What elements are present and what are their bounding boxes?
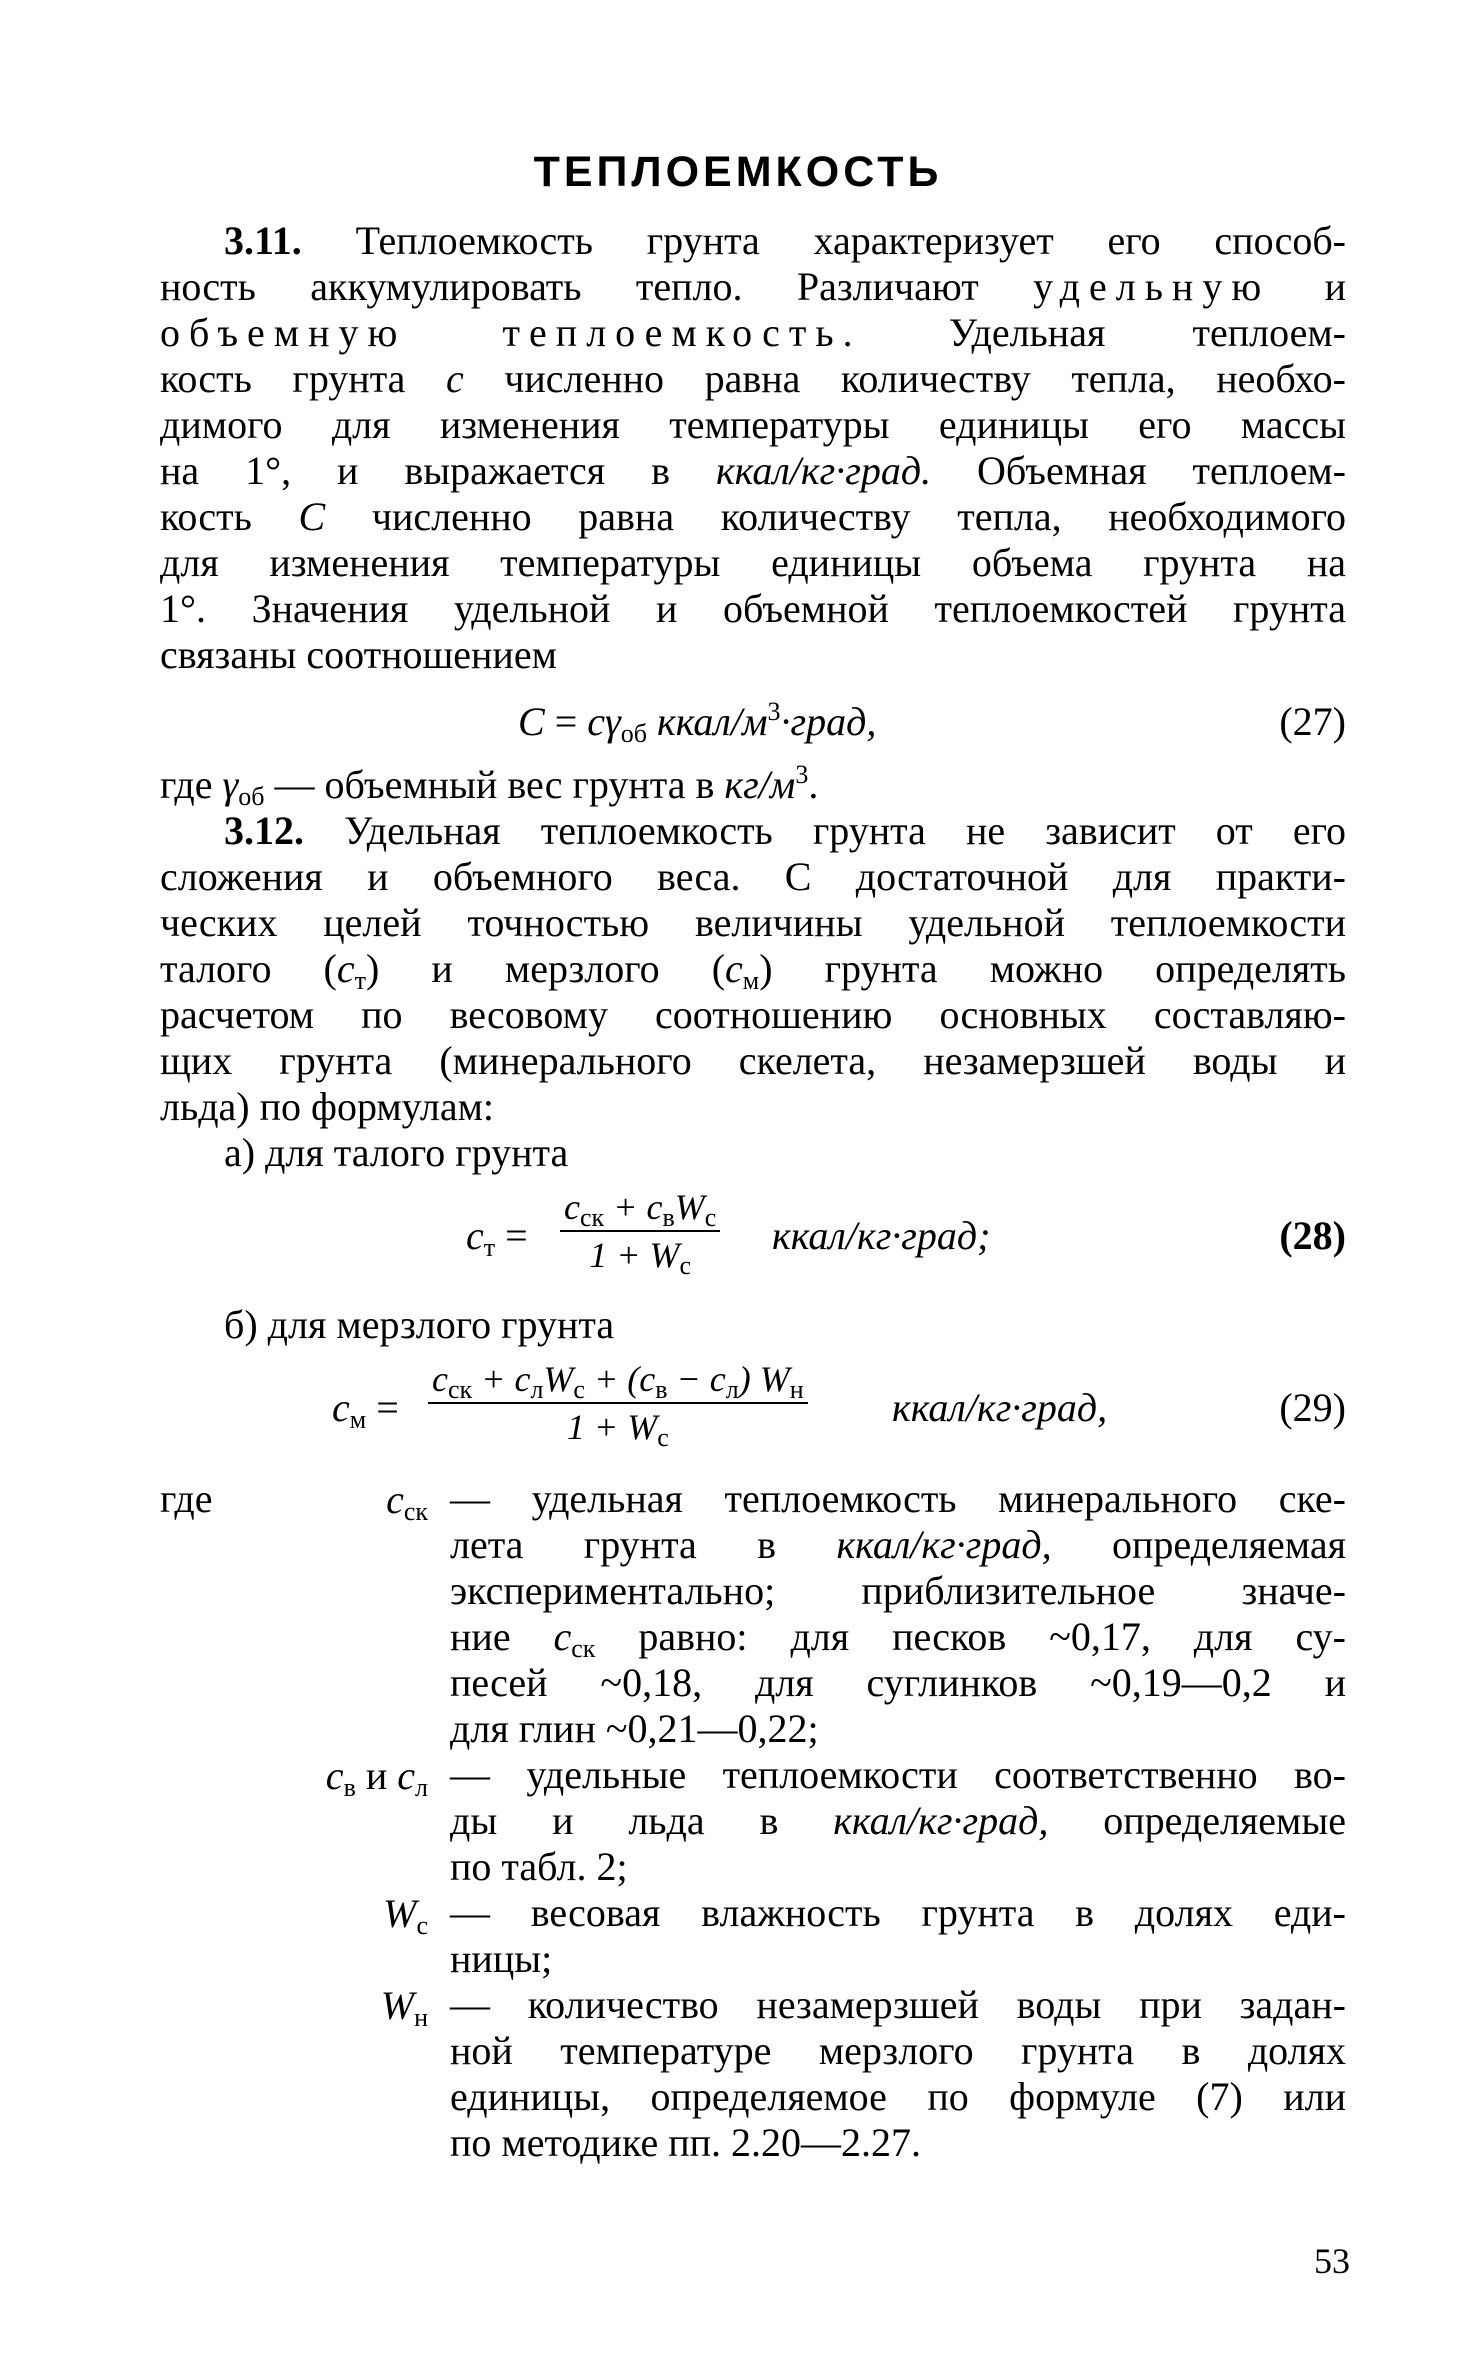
text-span: . <box>808 762 819 807</box>
text-span: ние <box>450 1614 554 1659</box>
text-span: ) грунта можно определять <box>759 946 1347 991</box>
math-symbol: с <box>336 946 355 991</box>
text-span: равно: для песков ~0,17, для су- <box>595 1614 1346 1659</box>
definition-c-sk-line-4 <box>450 1614 1346 1663</box>
units: ккал/кг·град, <box>833 1798 1049 1843</box>
text-span: Удельная теплоемкость грунта не зависит от его <box>344 808 1347 853</box>
paragraph-3-11-line-2 <box>160 264 1346 310</box>
definition-c-sk-line-5: песей ~0,18, для суглинков ~0,19—0,2 и <box>450 1660 1346 1705</box>
math-symbol: с <box>445 356 464 401</box>
definition-c-v-line-1: — удельные теплоемкости соответственно во- <box>450 1752 1346 1797</box>
math-symbol: c <box>325 1753 344 1798</box>
superscript: 3 <box>767 697 781 726</box>
math-symbol: ) W <box>738 1359 790 1399</box>
math-symbol: С <box>298 494 326 539</box>
text-span: кость <box>160 494 299 539</box>
paragraph-3-11-line-5: димого для изменения температуры единицы его массы <box>160 402 1346 447</box>
definition-w-n-line-3: единицы, определяемое по формуле (7) или <box>450 2074 1346 2119</box>
subscript: т <box>354 966 366 995</box>
equation-number-27: (27) <box>1279 699 1346 744</box>
math-symbol: W <box>380 1983 415 2028</box>
math-symbol: c <box>466 1213 484 1258</box>
equation-29-lhs: $c_м$ = <box>332 1385 399 1434</box>
text-span: численно равна количеству тепла, необхо- <box>463 356 1346 401</box>
subscript: об <box>238 782 265 811</box>
subscript: т <box>483 1233 496 1262</box>
spaced-term: удельную <box>1033 264 1271 309</box>
definition-w-c-line-1: — весовая влажность грунта в долях еди- <box>450 1890 1346 1935</box>
math-symbol: 1 + W <box>566 1407 658 1447</box>
fraction-numerator <box>560 1186 720 1232</box>
equation-29-fraction <box>428 1358 808 1452</box>
case-b-label: б) для мерзлого грунта <box>224 1302 615 1347</box>
paragraph-3-12-line-7: льда) по формулам: <box>160 1084 495 1129</box>
units: ккал/кг·град, <box>836 1522 1052 1567</box>
units: ккал/м <box>647 699 768 744</box>
math-symbol: c <box>564 1187 580 1227</box>
paragraph-3-11-line-9: 1°. Значения удельной и объемной теплоемкостей грунта <box>160 586 1346 631</box>
math-symbol: cγ <box>587 699 621 744</box>
subscript: c <box>679 1251 692 1280</box>
definition-term-c-v-c-l <box>325 1752 428 1802</box>
definition-c-v-line-3: по табл. 2; <box>450 1844 628 1889</box>
text-span: ность аккумулировать тепло. Различают <box>160 264 1034 309</box>
equation-28-lhs: $c_т$ = <box>466 1213 528 1262</box>
text-span: определяемые <box>1048 1798 1346 1843</box>
math-symbol: W <box>383 1891 417 1936</box>
subscript: c <box>657 1423 669 1452</box>
text-span: определяемая <box>1051 1522 1346 1567</box>
section-number-3-12: 3.12. <box>224 808 304 853</box>
definition-term-w-n <box>380 1982 428 2032</box>
definition-w-n-line-1: — количество незамерзшей воды при задан- <box>450 1982 1346 2027</box>
paragraph-3-11-line-10: связаны соотношением <box>160 632 557 677</box>
spaced-term: объемную теплоемкость. <box>160 310 862 355</box>
units: кг/м <box>724 762 796 807</box>
paragraph-3-12-line-3: ческих целей точностью величины удельной теплоемкости <box>160 900 1346 945</box>
subscript: ск <box>447 1375 473 1404</box>
text-span: численно равна количеству тепла, необходимого <box>325 494 1346 539</box>
text-span: ды и льда в <box>450 1798 834 1843</box>
subscript: c <box>704 1203 717 1232</box>
subscript: в <box>343 1773 356 1802</box>
math-symbol: c <box>397 1753 416 1798</box>
equation-28-fraction <box>560 1186 720 1280</box>
math-symbol: c <box>332 1385 350 1430</box>
section-heading: ТЕПЛОЕМКОСТЬ <box>533 148 943 196</box>
math-symbol: W <box>674 1187 705 1227</box>
paragraph-3-11-line-7 <box>160 494 1346 540</box>
subscript: л <box>530 1375 544 1404</box>
subscript: м <box>742 966 760 995</box>
definition-term-w-c <box>383 1890 428 1940</box>
paragraph-3-11-line-1 <box>224 218 1346 264</box>
fraction-denominator <box>560 1232 720 1280</box>
definition-c-sk-line-3: экспериментально; приблизительное значе- <box>450 1568 1346 1613</box>
equation-number-28: (28) <box>1279 1213 1346 1258</box>
paragraph-3-12-line-1 <box>224 808 1346 854</box>
equation-28-units: ккал/кг·град; <box>772 1213 991 1258</box>
math-symbol: γ <box>222 762 239 807</box>
definition-w-n-line-4: по методике пп. 2.20—2.27. <box>450 2120 922 2165</box>
math-symbol: c <box>386 1477 404 1522</box>
math-symbol: C <box>518 699 545 744</box>
math-symbol: c <box>432 1359 448 1399</box>
text-span: Объемная теплоем- <box>931 448 1347 493</box>
definition-w-n-line-2: ной температуре мерзлого грунта в долях <box>450 2028 1346 2073</box>
definition-c-v-line-2 <box>450 1798 1346 1844</box>
paragraph-3-12-line-2: сложения и объемного веса. С достаточной для практи- <box>160 854 1346 899</box>
where-gamma-line <box>160 760 1346 811</box>
page-number: 53 <box>1314 2241 1350 2281</box>
section-number-3-11: 3.11. <box>224 218 302 263</box>
definition-term-c-sk <box>386 1476 428 1526</box>
math-symbol: W <box>543 1359 574 1399</box>
text-span: и <box>355 1753 398 1798</box>
definition-c-sk-line-6: для глин ~0,21—0,22; <box>450 1706 819 1751</box>
text-span: на 1°, и выражается в <box>160 448 716 493</box>
subscript: л <box>725 1375 739 1404</box>
text-span: кость грунта <box>160 356 446 401</box>
definition-c-sk-line-2 <box>450 1522 1346 1568</box>
math-symbol: с <box>725 946 743 991</box>
text-span: Удельная теплоем- <box>861 310 1346 355</box>
math-symbol: + (c <box>584 1359 656 1399</box>
paragraph-3-12-line-4 <box>160 946 1347 995</box>
text-span: ) и мерзлого ( <box>366 946 726 991</box>
paragraph-3-11-line-6 <box>160 448 1346 494</box>
math-symbol: + c <box>604 1187 663 1227</box>
math-symbol: − c <box>667 1359 726 1399</box>
fraction-numerator <box>428 1358 808 1404</box>
units: ккал/кг·град. <box>715 448 932 493</box>
subscript: ск <box>579 1203 605 1232</box>
equation-number-29: (29) <box>1279 1385 1346 1430</box>
text-span: — объемный вес грунта в <box>264 762 725 807</box>
subscript: н <box>414 2003 428 2032</box>
math-symbol: с <box>553 1614 572 1659</box>
text-span: и <box>1270 264 1347 309</box>
paragraph-3-12-line-6: щих грунта (минерального скелета, незамерзшей воды и <box>160 1038 1346 1083</box>
math-symbol: + c <box>472 1359 531 1399</box>
subscript: об <box>620 719 647 748</box>
fraction-denominator <box>428 1404 808 1452</box>
subscript: м <box>349 1405 367 1434</box>
subscript: c <box>416 1911 428 1940</box>
superscript: 3 <box>795 760 809 789</box>
paragraph-3-12-line-5: расчетом по весовому соотношению основных составляю- <box>160 992 1346 1037</box>
paragraph-3-11-line-8: для изменения температуры единицы объема грунта на <box>160 540 1346 585</box>
subscript: c <box>573 1375 585 1404</box>
subscript: в <box>655 1375 668 1404</box>
subscript: ск <box>403 1497 428 1526</box>
subscript: ск <box>571 1634 596 1663</box>
text-span: Теплоемкость грунта характеризует его способ- <box>355 218 1346 263</box>
definition-w-c-line-2: ницы; <box>450 1936 553 1981</box>
subscript: в <box>662 1203 675 1232</box>
math-symbol: 1 + W <box>589 1235 680 1275</box>
equation-27 <box>518 697 877 748</box>
units: ·град, <box>780 699 877 744</box>
where-label: где <box>160 1476 213 1521</box>
text-span: талого ( <box>160 946 337 991</box>
definition-c-sk-line-1: — удельная теплоемкость минерального ске- <box>450 1476 1346 1521</box>
paragraph-3-11-line-3 <box>160 310 1346 356</box>
text-span: где <box>160 762 223 807</box>
subscript: н <box>789 1375 804 1404</box>
text-span: лета грунта в <box>450 1522 837 1567</box>
paragraph-3-11-line-4 <box>160 356 1346 402</box>
equation-29-units: ккал/кг·град, <box>892 1385 1108 1430</box>
subscript: л <box>415 1773 428 1802</box>
case-a-label: а) для талого грунта <box>224 1130 569 1175</box>
equals-sign: = <box>544 699 588 744</box>
